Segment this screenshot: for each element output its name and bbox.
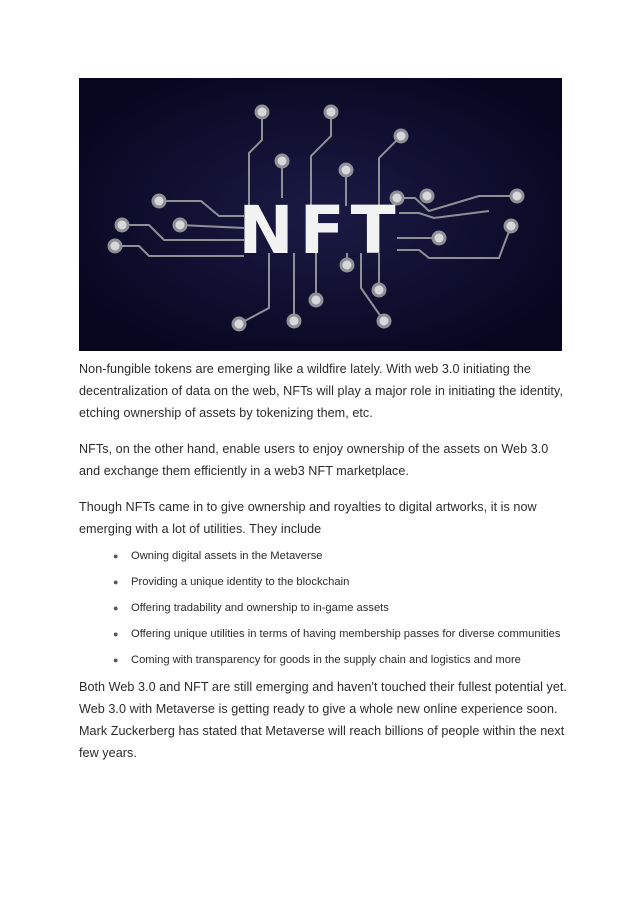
nft-image-text: NFT <box>238 192 402 269</box>
bullet-icon: ● <box>113 577 119 587</box>
paragraph-closing: Both Web 3.0 and NFT are still emerging and haven't touched their fullest potential yet. Web 3.0 with Metaverse is getting ready to give a whole new online experience soon. Mark Zuckerberg has stated that Metaverse will reach billions of people within the next few years. <box>79 680 567 760</box>
list-item-text: Offering unique utilities in terms of having membership passes for diverse communities <box>131 628 561 640</box>
paragraph-ownership: NFTs, on the other hand, enable users to enjoy ownership of the assets on Web 3.0 and exchange them efficiently in a web3 NFT marketplace. <box>79 442 549 478</box>
paragraph-intro: Non-fungible tokens are emerging like a wildfire lately. With web 3.0 initiating the decentralization of data on the web, NFTs will play a major role in initiating the identity, etching ownership of assets by tokenizing them, etc. <box>79 362 563 420</box>
list-item <box>79 598 569 618</box>
article-body <box>79 358 569 778</box>
list-item-text: Owning digital assets in the Metaverse <box>131 550 323 562</box>
list-item-text: Coming with transparency for goods in the supply chain and logistics and more <box>131 654 521 666</box>
list-item <box>79 572 569 592</box>
nft-hero-image <box>79 78 562 351</box>
circuit-illustration <box>79 78 562 351</box>
paragraph-utilities: Though NFTs came in to give ownership and royalties to digital artworks, it is now emerging with a lot of utilities. They include <box>79 500 537 536</box>
list-item <box>79 624 569 644</box>
utilities-list <box>79 546 569 670</box>
list-item-text: Providing a unique identity to the blockchain <box>131 576 350 588</box>
list-item <box>79 546 569 566</box>
bullet-icon: ● <box>113 551 119 561</box>
bullet-icon: ● <box>113 603 119 613</box>
bullet-icon: ● <box>113 655 119 665</box>
list-item-text: Offering tradability and ownership to in-game assets <box>131 602 389 614</box>
list-item <box>79 650 569 670</box>
bullet-icon: ● <box>113 629 119 639</box>
